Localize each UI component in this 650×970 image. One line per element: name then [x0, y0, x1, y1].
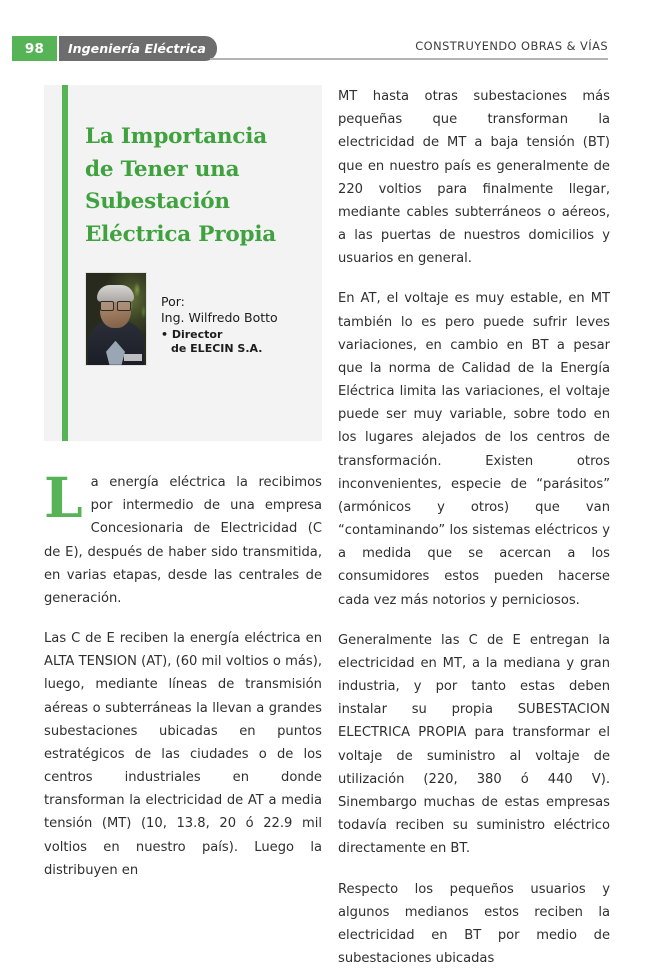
byline-por-label: Por:: [161, 294, 278, 311]
paragraph-left-1: [44, 471, 322, 610]
byline-author-name: Ing. Wilfredo Botto: [161, 310, 278, 327]
byline-role-line-2: de ELECIN S.A.: [161, 342, 278, 356]
paragraph-right-1: MT hasta otras subestaciones más pequeñas que transforman la electricidad de MT a baja tensión (BT) que en nuestro país es generalmente de 220 voltios para finalmente llegar, mediante cables subterráneos o aéreos, a las puertas de nuestros domicilios y usuarios en general.: [338, 85, 610, 270]
byline: [44, 252, 322, 392]
author-photo: [85, 272, 147, 366]
article-title: [44, 85, 322, 252]
title-line-4: Eléctrica Propia: [85, 219, 304, 252]
header-divider: [210, 58, 608, 60]
paragraph-right-3: Generalmente las C de E entregan la electricidad en MT, a la mediana y gran industria, y por tanto estas deben instalar su propia SUBESTACION ELECTRICA PROPIA para transformar el voltaje de suministro al voltaje de utilización (220, 380 ó 440 V). Sinembargo muchas de estas empresas todavía reciben su suministro eléctrico directamente en BT.: [338, 629, 610, 861]
title-line-1: La Importancia: [85, 121, 304, 154]
drop-cap: L: [44, 473, 83, 520]
paragraph-left-1-text: a energía eléctrica la recibimos por intermedio de una empresa Concesionaria de Electricidad (C de E), después de haber sido transmitida, en varias etapas, desde las centrales de generación.: [44, 475, 322, 606]
photo-watermark: [124, 354, 142, 361]
byline-role: [161, 328, 278, 356]
left-column: [44, 85, 322, 882]
section-tab: Ingeniería Eléctrica: [59, 36, 217, 61]
photo-hair: [97, 285, 134, 302]
article-title-panel: [44, 85, 322, 441]
byline-role-line-1: • Director: [161, 328, 278, 342]
byline-text: [161, 272, 278, 357]
title-accent-bar: [62, 85, 68, 441]
right-column: [338, 85, 610, 970]
glasses-icon: [100, 301, 131, 309]
page-number: 98: [12, 36, 57, 61]
magazine-name: CONSTRUYENDO OBRAS & VÍAS: [415, 39, 608, 53]
paragraph-right-2: En AT, el voltaje es muy estable, en MT también lo es pero puede sufrir leves variaciones, en cambio en BT a pesar que la norma de Calidad de la Energía Eléctrica limita las variaciones, el voltaje puede ser muy variable, sobre todo en los lugares alejados de los centros de transformación. Existen otros inconvenientes, especie de “parásitos” (armónicos y otros) que van “contaminando” los sistemas eléctricos y a medida que se acercan a los consumidores estos pueden hacerse cada vez más notorios y perniciosos.: [338, 287, 610, 611]
paragraph-left-2: Las C de E reciben la energía eléctrica en ALTA TENSION (AT), (60 mil voltios o más), luego, mediante líneas de transmisión aéreas o subterráneas la llevan a grandes subestaciones ubicadas en puntos estratégicos de las ciudades o de los centros industriales en donde transforman la electricidad de AT a media tensión (MT) (10, 13.8, 20 ó 22.9 mil voltios en nuestro país). Luego la distribuyen en: [44, 627, 322, 882]
title-line-3: Subestación: [85, 186, 304, 219]
title-line-2: de Tener una: [85, 154, 304, 187]
paragraph-right-4: Respecto los pequeños usuarios y algunos medianos estos reciben la electricidad en BT por medio de subestaciones ubicadas: [338, 878, 610, 970]
